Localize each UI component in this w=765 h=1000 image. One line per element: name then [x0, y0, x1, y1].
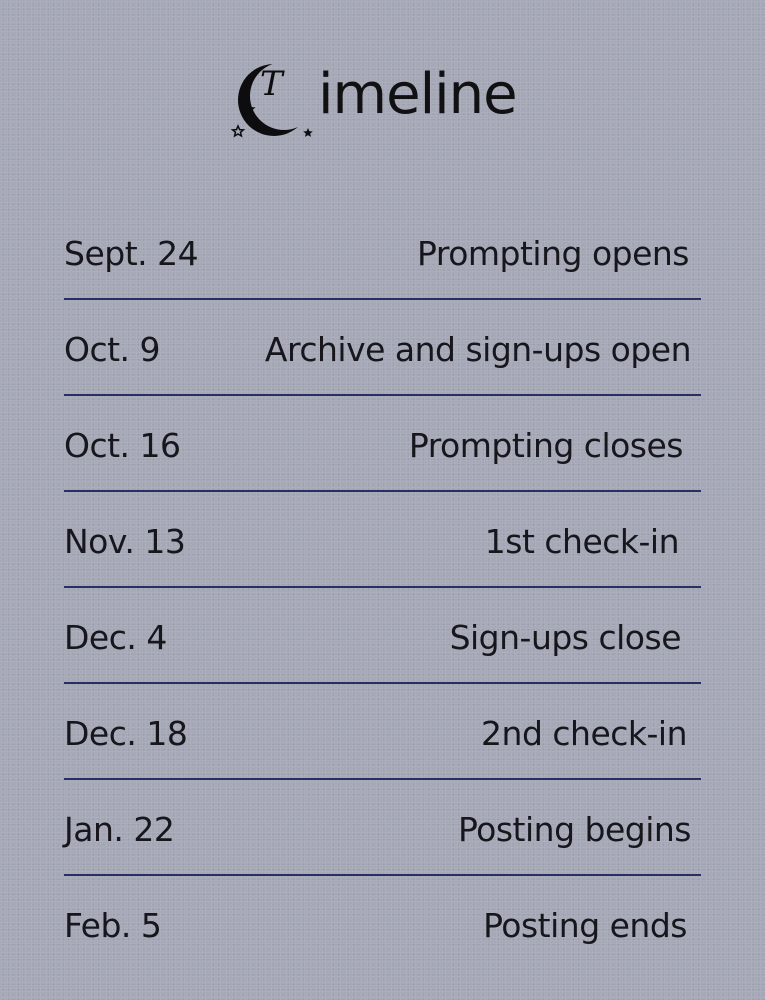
timeline-row: [64, 876, 701, 970]
timeline-event: 2nd check-in: [481, 714, 687, 753]
timeline-event: Sign-ups close: [449, 618, 681, 657]
star-icon: [233, 126, 244, 136]
timeline-row: [64, 396, 701, 492]
timeline-event: Prompting closes: [408, 426, 683, 465]
page-header: [228, 48, 548, 148]
timeline-date: Sept. 24: [64, 234, 199, 273]
timeline-date: Dec. 4: [64, 618, 167, 657]
timeline-row: [64, 588, 701, 684]
timeline-row: [64, 204, 701, 300]
crescent-moon-logo-icon: [228, 48, 328, 148]
timeline-row: [64, 780, 701, 876]
timeline-date: Jan. 22: [64, 810, 175, 849]
timeline-date: Oct. 16: [64, 426, 181, 465]
timeline-event: 1st check-in: [484, 522, 679, 561]
timeline-row: [64, 300, 701, 396]
timeline-event: Posting begins: [457, 810, 691, 849]
timeline-list: [64, 204, 701, 970]
logo-letter: T: [260, 64, 283, 104]
star-icon: [303, 128, 313, 137]
timeline-event: Prompting opens: [417, 234, 689, 273]
timeline-date: Dec. 18: [64, 714, 188, 753]
timeline-event: Posting ends: [483, 906, 687, 945]
timeline-date: Feb. 5: [64, 906, 162, 945]
page-title: imeline: [318, 62, 517, 127]
timeline-date: Oct. 9: [64, 330, 161, 369]
timeline-event: Archive and sign-ups open: [264, 330, 691, 369]
timeline-row: [64, 684, 701, 780]
timeline-row: [64, 492, 701, 588]
timeline-date: Nov. 13: [64, 522, 186, 561]
